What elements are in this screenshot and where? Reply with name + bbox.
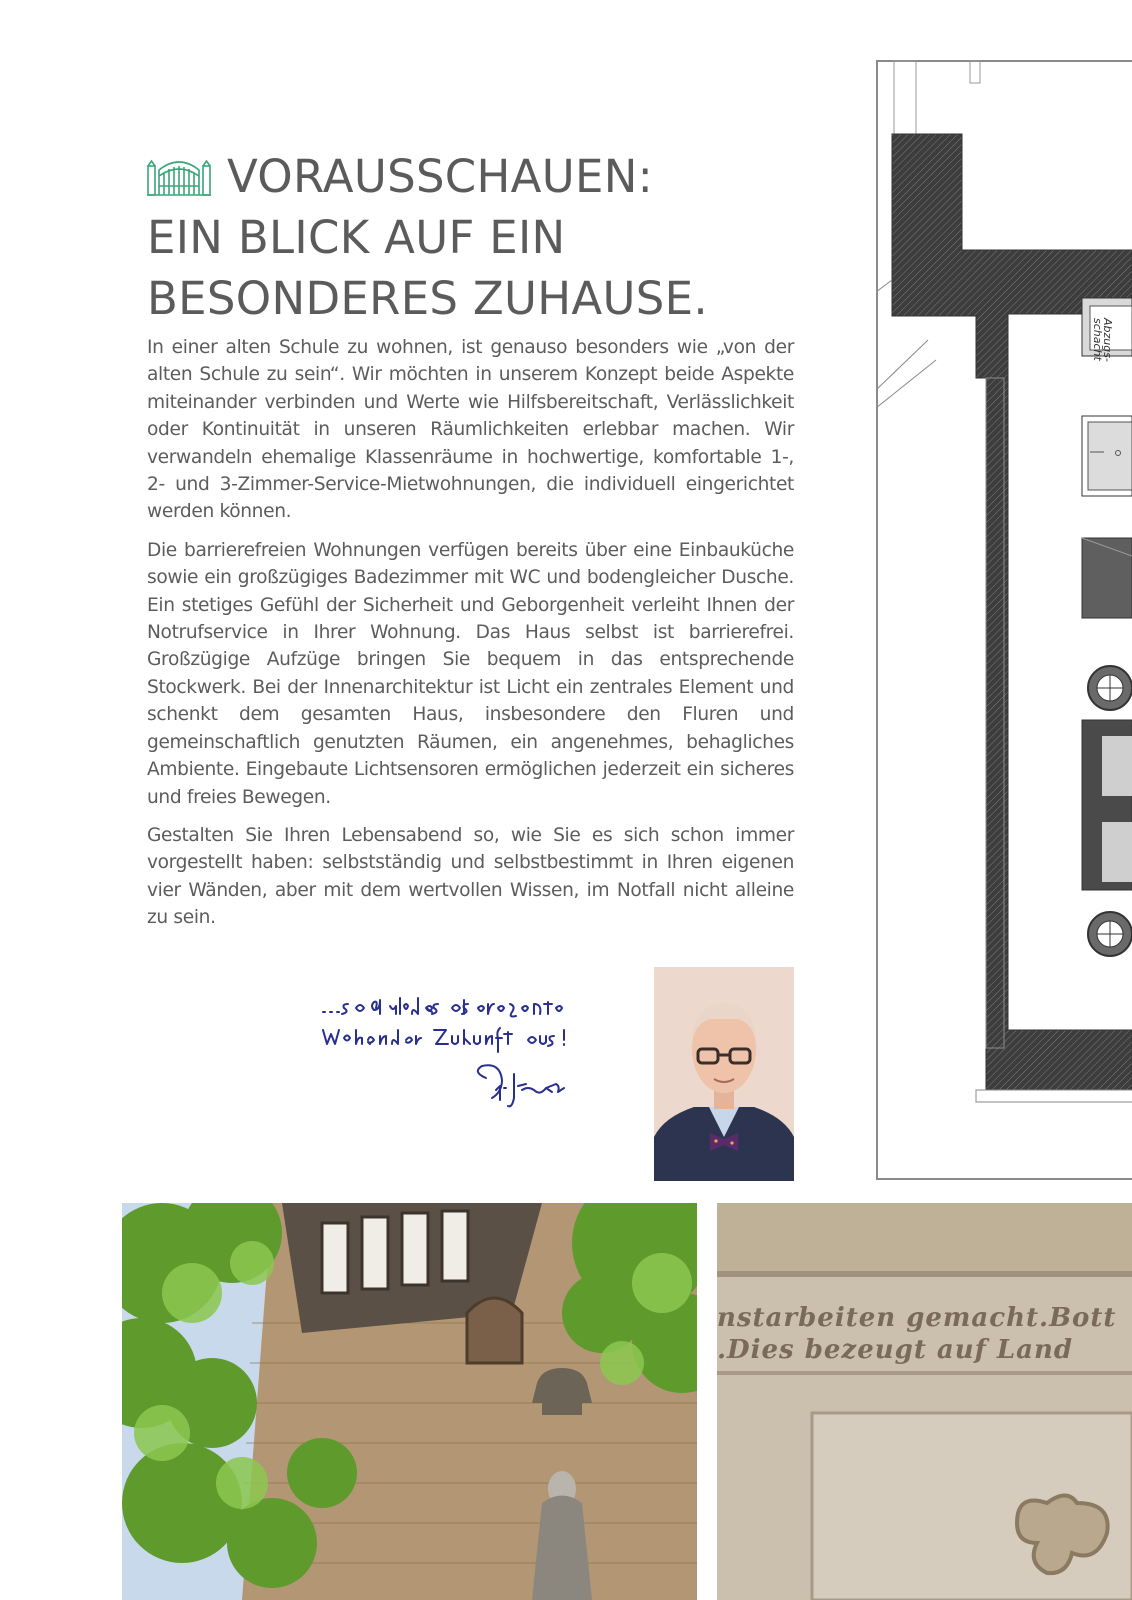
paragraph-2: Die barrierefreien Wohnungen verfügen bereits über eine Einbauküche sowie ein großzügiges Badezimmer mit WC und bodengleicher Dusche. Ein stetiges Gefühl der Sicherheit und Geborgenheit verleiht Ihnen der Notrufservice in Ihrer Wohnung. Das Haus selbst ist barrierefrei. Großzügige Aufzüge bringen Sie bequem in das entsprechende Stockwerk. Bei der Innenarchitektur ist Licht ein zentrales Element und schenkt dem gesamten Haus, insbesondere den Fluren und gemeinschaftlich genutzten Räumen, ein angenehmes, behagliches Ambiente. Eingebaute Lichtsensoren ermöglichen jederzeit ein sicheres und freies Bewegen. — [147, 539, 794, 808]
inscription-line-2: .Dies bezeugt auf Land — [717, 1335, 1074, 1365]
stone-background — [717, 1203, 1132, 1600]
title-line-2: EIN BLICK AUF EIN — [147, 211, 566, 264]
paragraph-1: In einer alten Schule zu wohnen, ist genauso besonders wie „von der alten Schule zu sein“. Wir möchten in unserem Konzept beide Aspekte miteinander verbinden und Werte wie Hilfsbereitschaft, Verlässlichkeit oder Kontinuität in unseren Räumlichkeiten erlebbar machen. Wir verwandeln ehemalige Klassenräume in hochwertige, komfortable 1-, 2- und 3-Zimmer-Service-Mietwohnungen, die individuell eingerichtet werden können. — [147, 337, 794, 523]
title-line-1 — [147, 146, 797, 207]
portrait-photo — [654, 967, 794, 1181]
body-text — [147, 334, 794, 943]
inscription-photo — [717, 1203, 1132, 1600]
floorplan-label-line2: schacht — [1091, 318, 1104, 361]
title-block — [147, 146, 797, 329]
floorplan-drawing — [876, 60, 1132, 1181]
handwritten-note — [318, 990, 638, 1150]
tower-photo — [122, 1203, 697, 1600]
inscription-line-1: nstarbeiten gemacht.Bott — [717, 1303, 1117, 1333]
school-gate-icon — [147, 156, 211, 196]
page-title — [147, 146, 797, 329]
paragraph-3: Gestalten Sie Ihren Lebensabend so, wie Sie es sich schon immer vorgestellt haben: selbstständig und selbstbestimmt in Ihren eigenen vier Wänden, aber mit dem wertvollen Wissen, im Notfall nicht alleine zu sein. — [147, 824, 794, 929]
floorplan-label-line1: Abzugs- — [1101, 318, 1114, 362]
title-text-1: VORAUSSCHAUEN: — [227, 150, 654, 203]
title-line-3: BESONDERES ZUHAUSE. — [147, 272, 708, 325]
